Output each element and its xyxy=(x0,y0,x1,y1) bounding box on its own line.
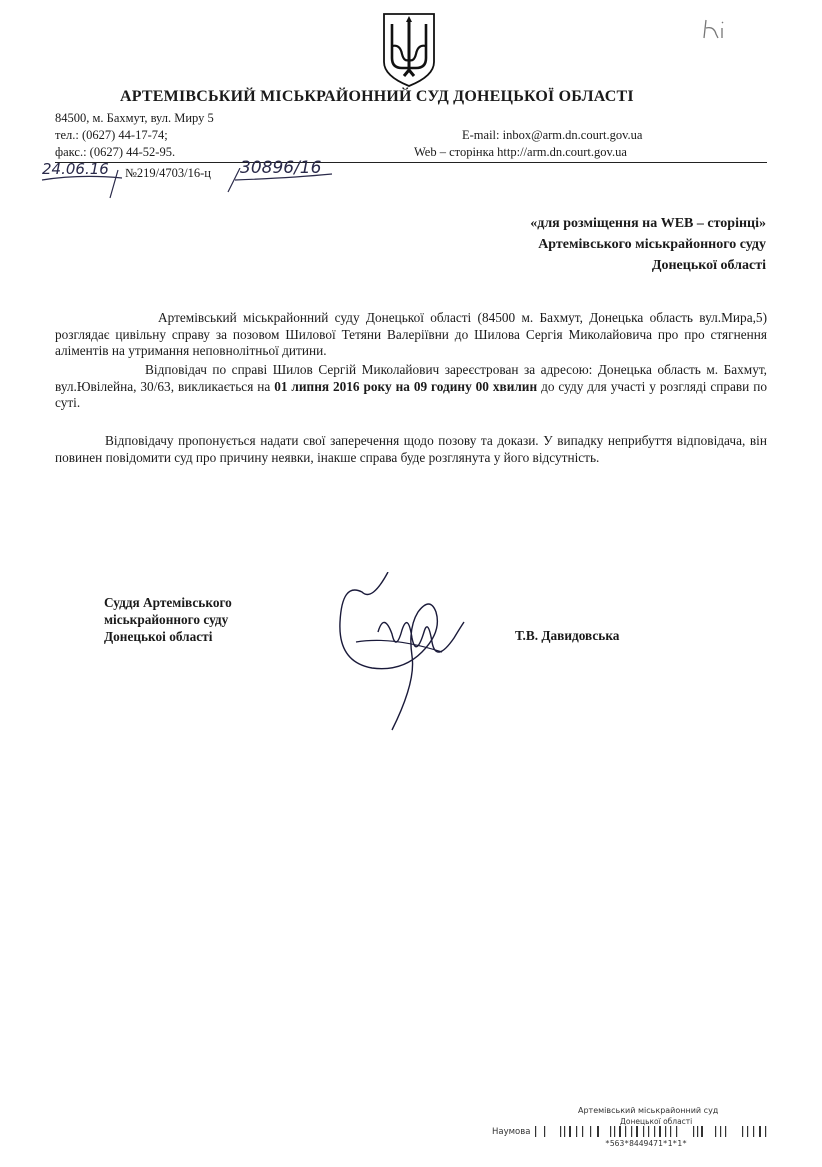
recipient-line: Донецької області xyxy=(651,258,766,273)
summons-text: Відповідач по справі Шилов Сергій Миколайович зареєстрован за адресою: Донецька область м. Бахмут, вул.Ювілейна, 30/63, викликається на xyxy=(55,362,767,394)
handwritten-number: 30896/16 xyxy=(240,158,322,178)
stamp-clerk: Наумова xyxy=(492,1127,531,1137)
judge-title-line: Суддя Артемівського xyxy=(104,595,232,610)
court-phone: тел.: (0627) 44-17-74; xyxy=(55,128,168,142)
judge-title-line: Донецькоі області xyxy=(104,629,213,644)
stamp-region: Донецької області xyxy=(620,1117,693,1126)
outgoing-number: №219/4703/16-ц xyxy=(125,166,211,180)
recipient-line: «для розміщення на WEB – сторінці» xyxy=(530,216,766,231)
handwritten-strokes xyxy=(40,168,340,200)
court-address: 84500, м. Бахмут, вул. Миру 5 xyxy=(55,111,214,125)
trident-emblem-icon xyxy=(380,10,438,88)
court-web: Web – сторінка http://arm.dn.court.gov.ua xyxy=(414,145,627,159)
court-title: АРТЕМІВСЬКИЙ МІСЬКРАЙОННИЙ СУД ДОНЕЦЬКОЇ ОБЛАСТІ xyxy=(120,88,634,105)
judge-title xyxy=(104,594,232,645)
handwritten-date: 24.06.16 xyxy=(42,160,109,178)
header-divider xyxy=(55,162,767,163)
stamp-code: *563*8449471*1*1* xyxy=(605,1139,687,1148)
judge-name: Т.В. Давидовська xyxy=(515,628,620,643)
corner-handwritten-mark xyxy=(700,14,740,44)
judge-signature xyxy=(332,572,472,732)
court-fax: факс.: (0627) 44-52-95. xyxy=(55,145,176,159)
paragraph-instructions: Відповідачу пропонується надати свої заперечення щодо позову та докази. У випадку неприбуття відповідача, він повинен повідомити суд про причину неявки, інакше справа буде розглянута у його відсутність. xyxy=(55,433,767,465)
summons-text-end: до суду для участі у розгляді справи по суті. xyxy=(55,378,767,410)
recipient-line: Артемівського міськрайонного суду xyxy=(538,237,766,252)
judge-title-line: міськрайонного суду xyxy=(104,612,229,627)
stamp-court: Артемівський міськрайонний суд xyxy=(578,1106,719,1115)
recipient-block xyxy=(530,213,766,276)
paragraph-case: Артемівський міськрайонний суду Донецької області (84500 м. Бахмут, Донецька область вул.Мира,5) розглядає цивільну справу за позовом Шилової Тетяни Валеріївни до Шилова Сергія Миколайовича про про стягнення аліментів на утримання неповнолітньої дитини. xyxy=(55,310,767,358)
hearing-datetime: 01 липня 2016 року на 09 годину 00 хвилин xyxy=(274,378,538,394)
barcode xyxy=(535,1126,767,1137)
court-email: E-mail: inbox@arm.dn.court.gov.ua xyxy=(462,128,643,142)
paragraph-summons xyxy=(55,362,767,412)
